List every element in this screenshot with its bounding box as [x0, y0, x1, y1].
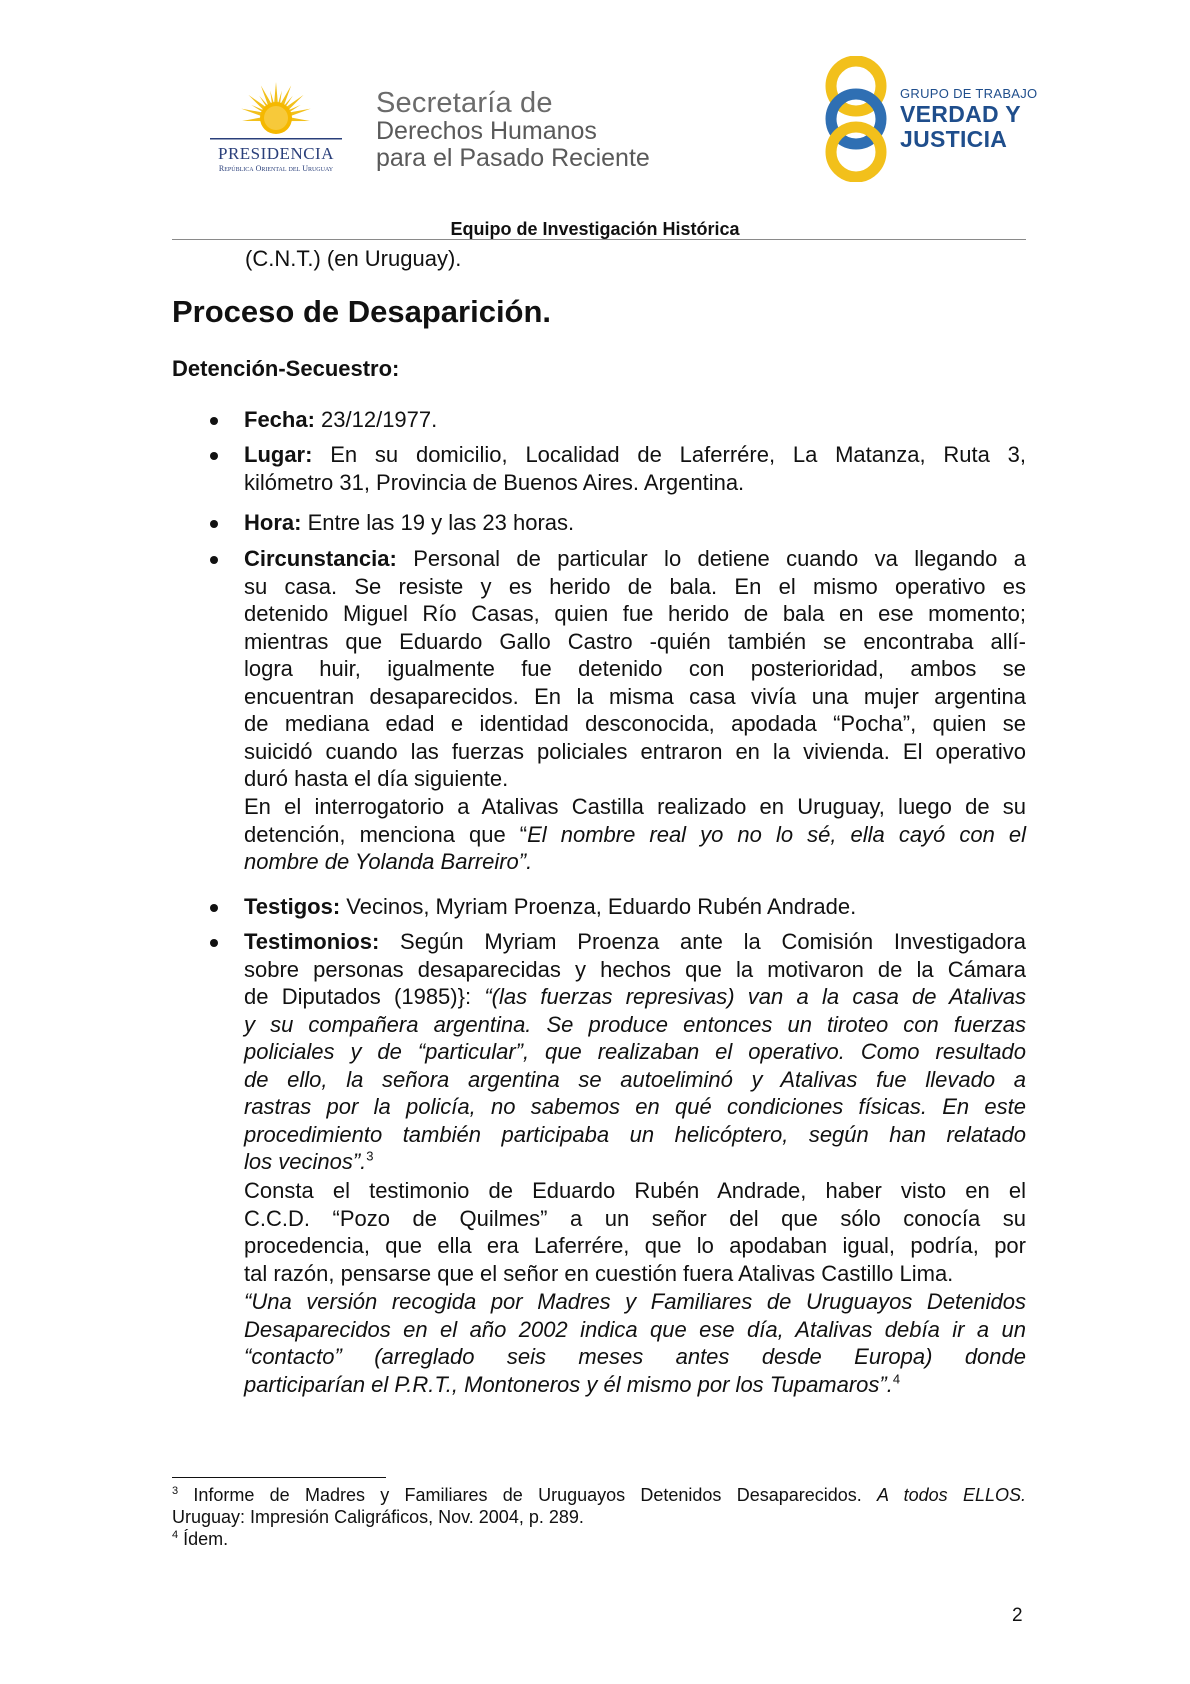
consta-line: C.C.D. “Pozo de Quilmes” a un señor del que sólo conocía su — [244, 1205, 1026, 1231]
bullet-testimonios — [210, 939, 218, 947]
fecha-value: 23/12/1977. — [314, 407, 438, 432]
fecha-label: Fecha: — [244, 407, 315, 432]
footnote-separator — [172, 1477, 386, 1478]
interrog-quote-1: El nombre real yo no lo sé, ella cayó con el — [527, 821, 1026, 847]
testimonios-quote-line: procedimiento también participaba un helicóptero, según han relatado — [244, 1121, 1026, 1147]
page-number: 2 — [1012, 1605, 1023, 1626]
circ-label: Circunstancia: — [244, 546, 397, 571]
version-line: “contacto” (arreglado seis meses antes desde Europa) donde — [244, 1344, 1026, 1369]
secretaria-line-2: Derechos Humanos — [376, 117, 597, 145]
circ-line: logra huir, igualmente fue detenido con posterioridad, ambos se — [244, 656, 1026, 681]
grupo-line-2: VERDAD Y — [900, 101, 1021, 127]
lugar-label: Lugar: — [244, 442, 313, 467]
team-heading: Equipo de Investigación Histórica — [450, 219, 740, 239]
bullet-fecha — [210, 417, 218, 425]
grupo-line-3: JUSTICIA — [900, 126, 1008, 152]
bullet-lugar — [210, 452, 218, 460]
verdad-justicia-logo — [818, 56, 894, 182]
version-line: participarían el P.R.T., Montoneros y él mismo por los Tupamaros”. — [244, 1371, 893, 1397]
grupo-line-1: GRUPO DE TRABAJO — [900, 86, 1038, 101]
circ-line: Personal de particular lo detiene cuando va llegando a — [396, 546, 1026, 571]
hora-value: Entre las 19 y las 23 horas. — [301, 510, 575, 535]
consta-line: Consta el testimonio de Eduardo Rubén Andrade, haber visto en el — [244, 1178, 1026, 1203]
testimonios-quote-line: policiales y de “particular”, que realizaban el operativo. Como resultado — [244, 1039, 1026, 1064]
interrogatorio-paragraph — [244, 793, 1026, 876]
testimonios-line-2: sobre personas desaparecidas y hechos que la motivaron de la Cámara — [244, 956, 1026, 982]
bullet-testigos — [210, 904, 218, 912]
list-item-testigos — [244, 893, 1026, 921]
circ-line: encuentran desaparecidos. En la misma casa vivía una mujer argentina — [244, 683, 1026, 709]
footnote-4 — [172, 1528, 1026, 1550]
footnote-3-text: Informe de Madres y Familiares de Uruguayos Detenidos Desaparecidos. — [178, 1485, 862, 1505]
version-paragraph — [244, 1288, 1026, 1398]
footnote-3 — [172, 1484, 1026, 1528]
lugar-value-2: kilómetro 31, Provincia de Buenos Aires. Argentina. — [244, 469, 745, 495]
header-divider — [172, 239, 1026, 240]
list-item-circunstancia — [244, 545, 1026, 793]
interrog-quote-2: nombre de Yolanda Barreiro”. — [244, 849, 533, 874]
testimonios-label: Testimonios: — [244, 929, 380, 954]
footnote-ref-3[interactable]: 3 — [366, 1148, 374, 1164]
list-item-testimonios — [244, 928, 1026, 1176]
circ-line: su casa. Se resiste y es herido de bala. En el mismo operativo es — [244, 573, 1026, 599]
interrog-line-2: detención, menciona que “ — [244, 821, 528, 847]
testigos-label: Testigos: — [244, 894, 341, 919]
subsection-title: Detención-Secuestro: — [172, 356, 400, 381]
testimonios-quote-line: y su compañera argentina. Se produce entonces un tiroteo con fuerzas — [244, 1011, 1026, 1037]
rings-icon — [818, 56, 894, 182]
footnote-4-number: 4 — [172, 1529, 179, 1541]
testimonios-quote-end: los vecinos”. — [244, 1149, 367, 1174]
hora-label: Hora: — [244, 510, 302, 535]
footnote-4-text: Ídem. — [178, 1529, 229, 1549]
version-line: Desaparecidos en el año 2002 indica que ese día, Atalivas debía ir a un — [244, 1316, 1026, 1342]
testimonios-line-1: Según Myriam Proenza ante la Comisión Investigadora — [379, 929, 1026, 954]
lugar-value-1: En su domicilio, Localidad de Laferrére, La Matanza, Ruta 3, — [312, 442, 1026, 467]
secretaria-line-3: para el Pasado Reciente — [376, 144, 650, 172]
list-item-fecha — [244, 406, 1026, 434]
circ-line: mientras que Eduardo Gallo Castro -quién también se encontraba allí- — [244, 628, 1026, 654]
circ-line: suicidó cuando las fuerzas policiales entraron en la vivienda. El operativo — [244, 738, 1026, 764]
footnote-3-number: 3 — [172, 1485, 179, 1497]
list-item-lugar — [244, 441, 1026, 496]
continuation-text: (C.N.T.) (en Uruguay). — [245, 246, 462, 271]
republica-text: República Oriental del Uruguay — [218, 164, 334, 173]
consta-line: procedencia, que ella era Laferrére, que lo apodaban igual, podría, por — [244, 1233, 1026, 1258]
consta-paragraph — [244, 1177, 1026, 1287]
list-item-hora — [244, 509, 1026, 537]
presidencia-text: PRESIDENCIA — [217, 144, 334, 163]
grupo-trabajo-title — [900, 86, 1040, 152]
bullet-circunstancia — [210, 556, 218, 564]
circ-line: detenido Miguel Río Casas, quien fue herido de bala en ese momento; — [244, 601, 1026, 626]
testimonios-quote-start: “(las fuerzas represivas) van a la casa de Atalivas — [484, 984, 1026, 1009]
testigos-value: Vecinos, Myriam Proenza, Eduardo Rubén Andrade. — [340, 894, 857, 919]
interrog-line-1: En el interrogatorio a Atalivas Castilla realizado en Uruguay, luego de su — [244, 794, 1026, 819]
secretaria-line-1: Secretaría de — [376, 87, 553, 119]
footnote-3-title: A todos ELLOS. — [877, 1485, 1026, 1505]
secretaria-title — [376, 88, 706, 172]
testimonios-quote-line: de ello, la señora argentina se autoeliminó y Atalivas fue llevado a — [244, 1066, 1026, 1092]
section-title: Proceso de Desaparición. — [172, 294, 552, 329]
bullet-hora — [210, 520, 218, 528]
footnote-ref-4[interactable]: 4 — [892, 1371, 901, 1387]
circ-line: duró hasta el día siguiente. — [244, 766, 509, 791]
testimonios-line-3: de Diputados (1985)}: — [244, 984, 485, 1009]
circ-line: de mediana edad e identidad desconocida, apodada “Pocha”, quien se — [244, 711, 1026, 736]
consta-line: tal razón, pensarse que el señor en cuestión fuera Atalivas Castillo Lima. — [244, 1260, 954, 1286]
footnote-3-text-2: Uruguay: Impresión Caligráficos, Nov. 2004, p. 289. — [172, 1507, 584, 1527]
testimonios-quote-line: rastras por la policía, no sabemos en qué condiciones físicas. En este — [244, 1094, 1026, 1119]
presidencia-logo — [196, 80, 356, 180]
version-line: “Una versión recogida por Madres y Familiares de Uruguayos Detenidos — [244, 1289, 1026, 1314]
